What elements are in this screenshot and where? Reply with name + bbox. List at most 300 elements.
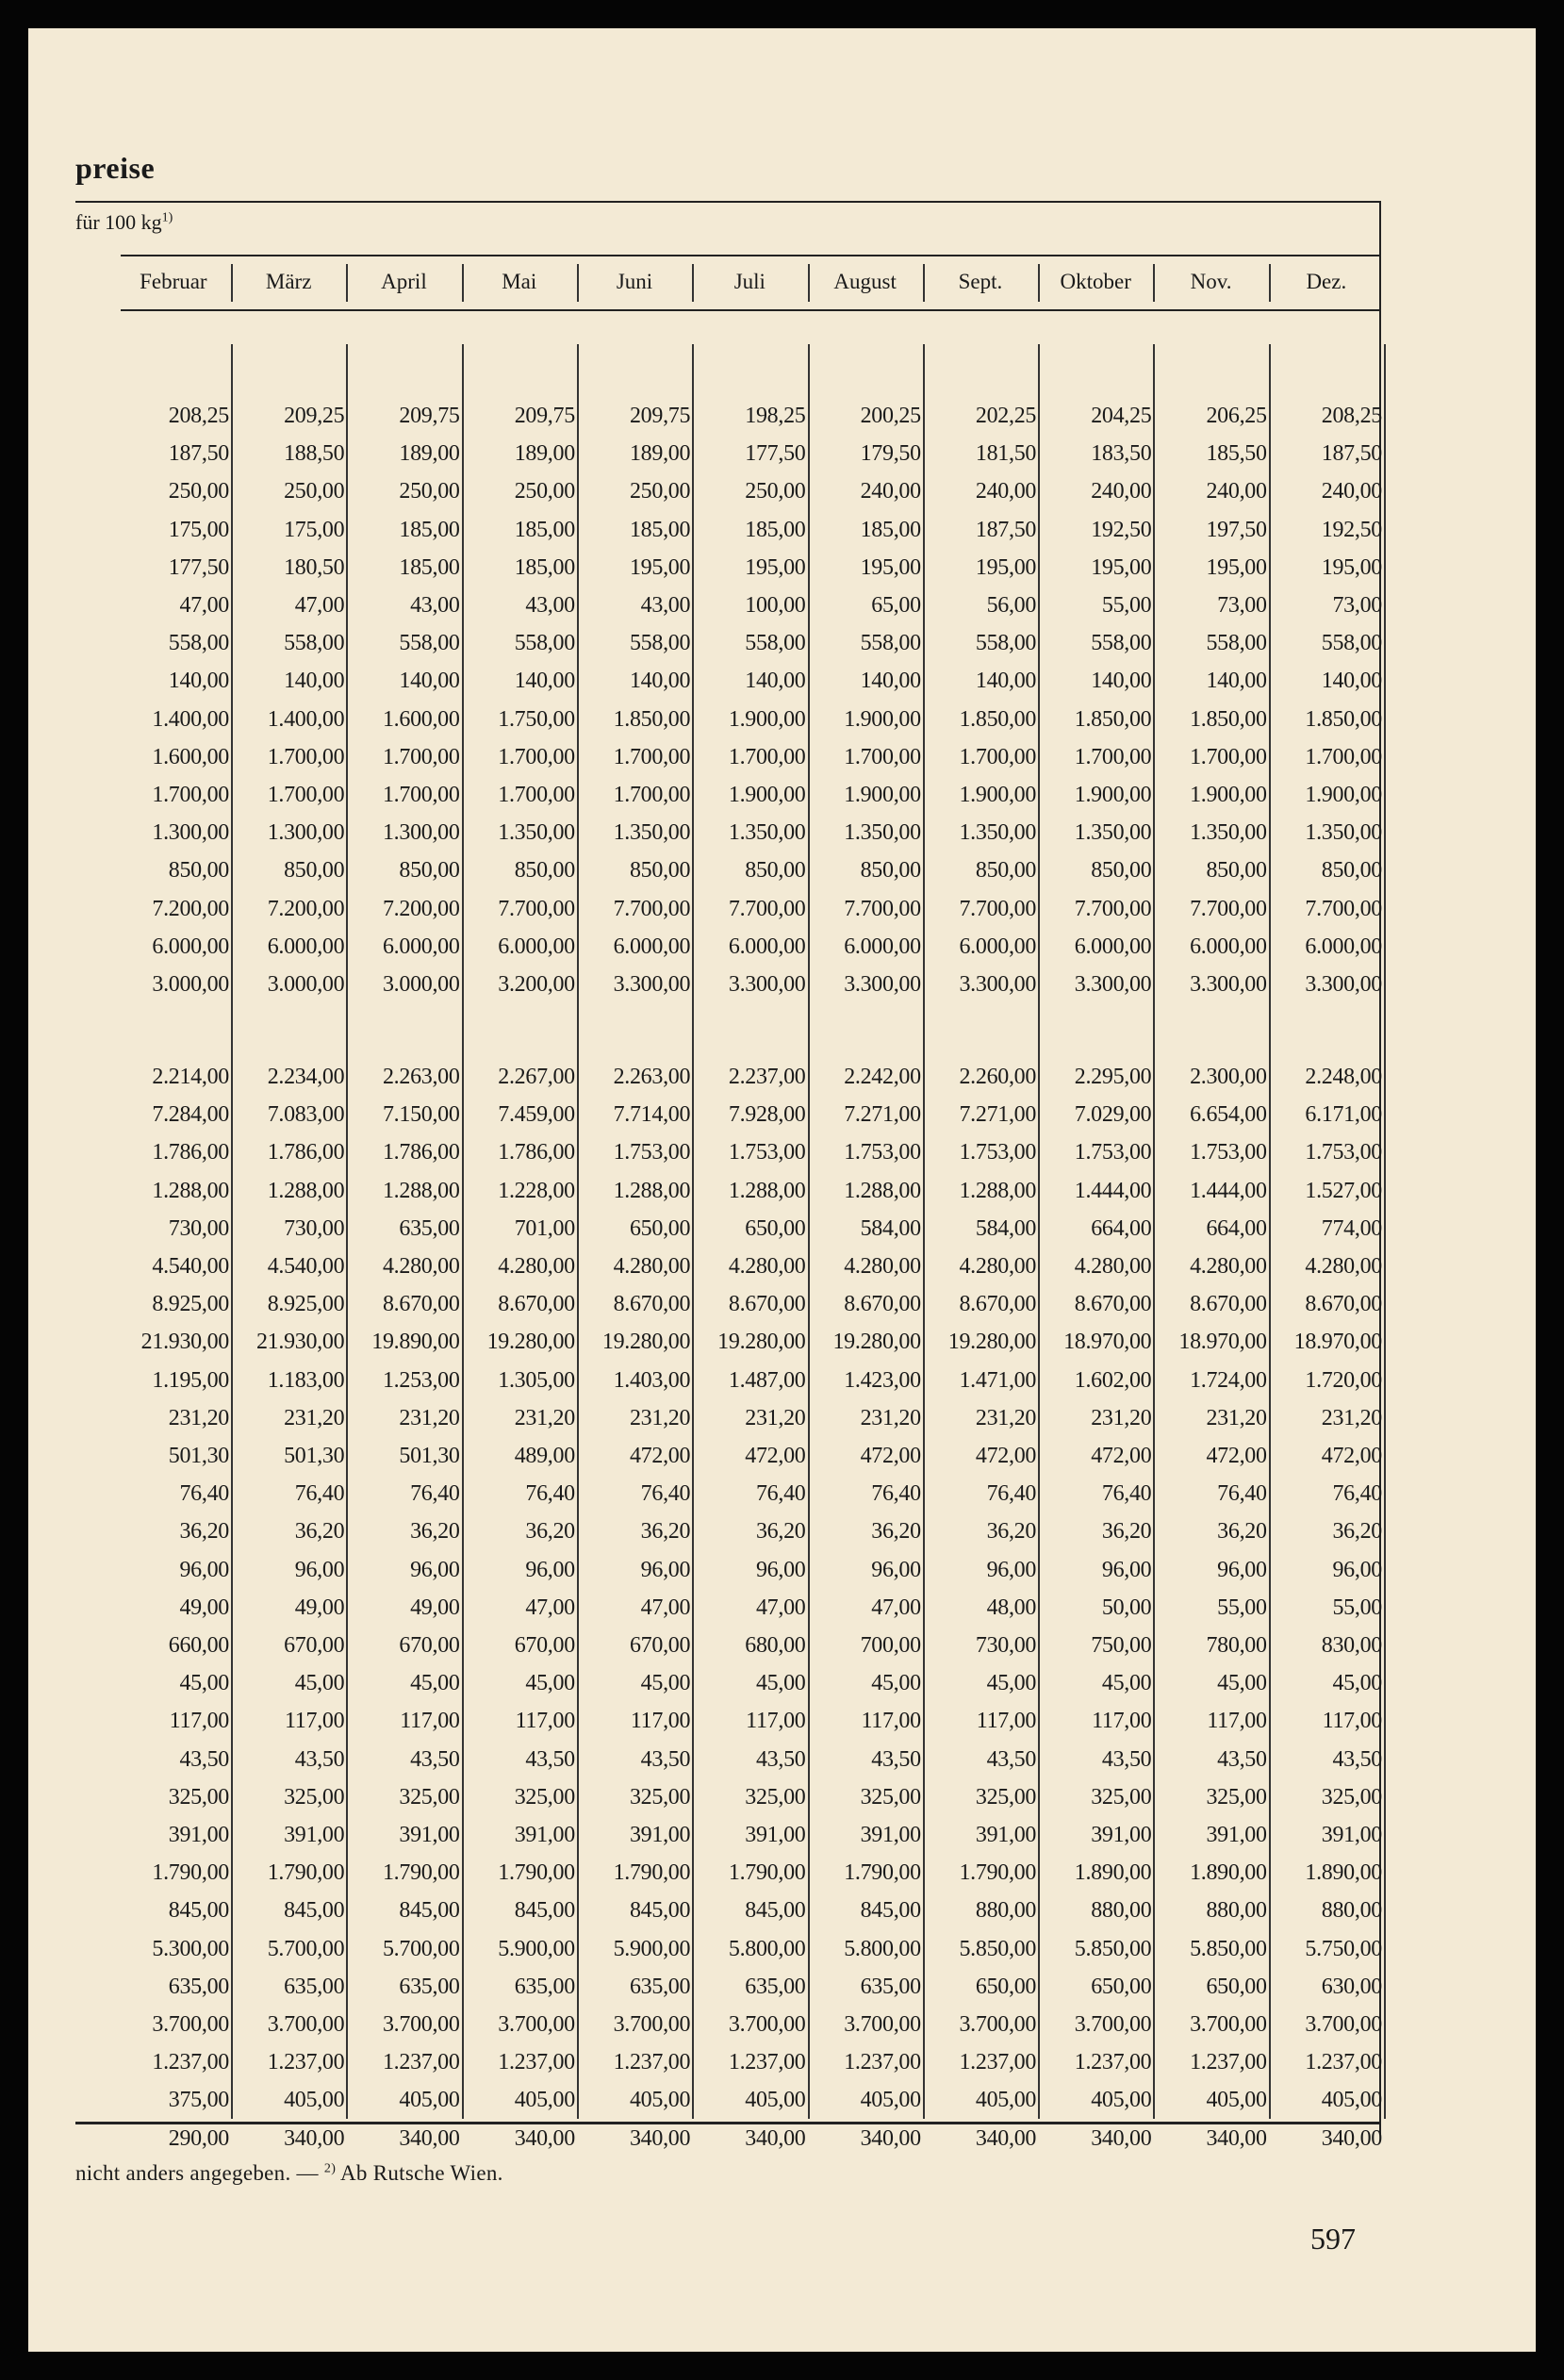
table-cell: 43,50 [640, 1746, 691, 1772]
table-cell: 43,00 [410, 593, 460, 618]
table-cell: 780,00 [1206, 1633, 1267, 1658]
table-cell: 45,00 [294, 1671, 345, 1696]
table-cell: 1.600,00 [382, 706, 460, 732]
table-cell: 391,00 [1321, 1823, 1382, 1847]
table-cell: 880,00 [975, 1898, 1037, 1924]
table-cell: 187,50 [975, 517, 1037, 542]
table-cell: 76,40 [1217, 1481, 1267, 1507]
table-cell: 325,00 [399, 1784, 460, 1810]
table-cell: 1.790,00 [959, 1860, 1037, 1886]
table-cell: 290,00 [168, 2125, 229, 2151]
table-cell: 231,20 [629, 1405, 691, 1430]
table-cell: 2.214,00 [152, 1065, 229, 1089]
table-cell: 1.183,00 [267, 1367, 345, 1393]
table-cell: 391,00 [399, 1823, 460, 1847]
table-cell: 7.928,00 [728, 1102, 806, 1128]
column-header: April [381, 270, 427, 293]
table-cell: 650,00 [1091, 1974, 1152, 1999]
table-cell: 1.350,00 [728, 820, 806, 846]
table-cell: 36,20 [640, 1519, 691, 1545]
table-cell: 1.700,00 [267, 744, 345, 769]
table-cell: 391,00 [284, 1823, 345, 1847]
table-cell: 4.280,00 [959, 1254, 1037, 1279]
table-cell: 36,20 [755, 1519, 806, 1545]
table-cell: 5.800,00 [728, 1936, 806, 1961]
table-cell: 140,00 [629, 669, 691, 694]
table-cell: 240,00 [975, 479, 1037, 504]
table-cell: 76,40 [294, 1481, 345, 1507]
table-cell: 117,00 [861, 1709, 921, 1734]
table-cell: 1.890,00 [1190, 1860, 1267, 1886]
table-cell: 45,00 [410, 1671, 460, 1696]
table-cell: 19.280,00 [486, 1330, 575, 1355]
table-cell: 845,00 [399, 1898, 460, 1924]
table-cell: 558,00 [860, 631, 921, 656]
table-cell: 3.300,00 [1305, 972, 1382, 997]
table-cell: 340,00 [284, 2125, 345, 2151]
table-cell: 3.700,00 [152, 2012, 229, 2037]
table-cell: 117,00 [976, 1709, 1037, 1734]
table-cell: 1.237,00 [1305, 2050, 1382, 2075]
table-cell: 6.171,00 [1305, 1102, 1382, 1128]
table-cell: 340,00 [1321, 2125, 1382, 2151]
table-cell: 8.925,00 [152, 1292, 229, 1317]
table-cell: 2.237,00 [728, 1065, 806, 1089]
table-cell: 1.350,00 [1305, 820, 1382, 846]
table-cell: 340,00 [514, 2125, 575, 2151]
table-cell: 1.850,00 [1305, 706, 1382, 732]
table-cell: 1.900,00 [959, 783, 1037, 807]
table-cell: 584,00 [860, 1215, 921, 1241]
table-cell: 45,00 [1101, 1671, 1152, 1696]
column-header: Nov. [1190, 270, 1232, 293]
table-cell: 845,00 [168, 1898, 229, 1924]
table-cell: 850,00 [629, 858, 691, 884]
table-cell: 7.200,00 [267, 896, 345, 921]
table-cell: 5.900,00 [498, 1936, 575, 1961]
table-cell: 850,00 [975, 858, 1037, 884]
table-cell: 391,00 [1091, 1823, 1152, 1847]
table-cell: 405,00 [514, 2088, 575, 2113]
table-cell: 2.234,00 [267, 1065, 345, 1089]
price-table [75, 255, 1382, 2151]
table-cell: 3.300,00 [613, 972, 691, 997]
table-cell: 36,20 [1101, 1519, 1152, 1545]
table-cell: 209,75 [399, 404, 460, 428]
table-cell: 21.930,00 [255, 1330, 345, 1355]
table-cell: 56,00 [986, 593, 1037, 618]
table-cell: 43,50 [986, 1746, 1037, 1772]
table-cell: 558,00 [399, 631, 460, 656]
table-cell: 2.263,00 [613, 1065, 691, 1089]
table-cell: 185,00 [860, 517, 921, 542]
table-cell: 76,40 [871, 1481, 921, 1507]
table-cell: 7.083,00 [267, 1102, 345, 1128]
table-cell: 1.900,00 [1305, 783, 1382, 807]
table-cell: 1.900,00 [844, 783, 921, 807]
column-header: Dez. [1306, 270, 1347, 293]
table-cell: 18.970,00 [1063, 1330, 1152, 1355]
table-cell: 117,00 [1322, 1709, 1382, 1734]
table-cell: 1.350,00 [1074, 820, 1152, 846]
table-cell: 2.295,00 [1074, 1065, 1152, 1089]
table-cell: 1.700,00 [1305, 744, 1382, 769]
table-cell: 45,00 [1217, 1671, 1267, 1696]
table-cell: 1.700,00 [382, 744, 460, 769]
table-cell: 5.700,00 [382, 1936, 460, 1961]
table-cell: 1.790,00 [613, 1860, 691, 1886]
table-cell: 3.700,00 [1190, 2012, 1267, 2037]
table-cell: 1.288,00 [959, 1178, 1037, 1203]
table-cell: 36,20 [871, 1519, 921, 1545]
table-cell: 195,00 [629, 554, 691, 580]
table-cell: 189,00 [399, 441, 460, 467]
table-cell: 76,40 [525, 1481, 575, 1507]
table-cell: 405,00 [1321, 2088, 1382, 2113]
table-cell: 140,00 [514, 669, 575, 694]
table-cell: 36,20 [179, 1519, 229, 1545]
table-cell: 6.000,00 [382, 934, 460, 959]
table-cell: 8.670,00 [1074, 1292, 1152, 1317]
table-cell: 3.000,00 [152, 972, 229, 997]
table-cell: 1.300,00 [382, 820, 460, 846]
table-cell: 45,00 [640, 1671, 691, 1696]
table-cell: 1.700,00 [152, 783, 229, 807]
table-cell: 195,00 [1206, 554, 1267, 580]
table-cell: 635,00 [284, 1974, 345, 1999]
table-cell: 4.280,00 [1074, 1254, 1152, 1279]
table-cell: 558,00 [168, 631, 229, 656]
column-header: Oktober [1060, 270, 1131, 293]
table-cell: 2.267,00 [498, 1065, 575, 1089]
table-cell: 1.237,00 [382, 2050, 460, 2075]
table-cell: 47,00 [525, 1595, 575, 1620]
unit-subtitle-footnote-mark: 1) [161, 210, 173, 225]
table-cell: 391,00 [514, 1823, 575, 1847]
table-cell: 670,00 [514, 1633, 575, 1658]
table-cell: 240,00 [860, 479, 921, 504]
header-column-divider [692, 264, 694, 302]
table-cell: 472,00 [1206, 1444, 1267, 1468]
table-cell: 8.670,00 [728, 1292, 806, 1317]
table-cell: 845,00 [860, 1898, 921, 1924]
table-cell: 140,00 [168, 669, 229, 694]
table-cell: 47,00 [755, 1595, 806, 1620]
table-cell: 185,50 [1206, 441, 1267, 467]
table-cell: 750,00 [1091, 1633, 1152, 1658]
table-cell: 325,00 [1206, 1784, 1267, 1810]
table-cell: 8.670,00 [382, 1292, 460, 1317]
table-cell: 1.288,00 [844, 1178, 921, 1203]
table-cell: 1.305,00 [498, 1367, 575, 1393]
footnote-text: nicht anders angegeben. — [75, 2161, 324, 2185]
table-cell: 1.900,00 [1190, 783, 1267, 807]
table-cell: 1.700,00 [728, 744, 806, 769]
table-cell: 231,20 [399, 1405, 460, 1430]
table-cell: 43,50 [525, 1746, 575, 1772]
table-cell: 195,00 [975, 554, 1037, 580]
table-cell: 405,00 [860, 2088, 921, 2113]
table-cell: 185,00 [399, 554, 460, 580]
table-cell: 472,00 [975, 1444, 1037, 1468]
table-cell: 36,20 [294, 1519, 345, 1545]
table-cell: 850,00 [514, 858, 575, 884]
table-cell: 231,20 [514, 1405, 575, 1430]
table-cell: 4.540,00 [152, 1254, 229, 1279]
table-cell: 1.195,00 [152, 1367, 229, 1393]
table-cell: 4.280,00 [1190, 1254, 1267, 1279]
table-cell: 209,75 [514, 404, 575, 428]
table-cell: 1.790,00 [382, 1860, 460, 1886]
table-cell: 4.280,00 [382, 1254, 460, 1279]
table-cell: 405,00 [399, 2088, 460, 2113]
table-cell: 405,00 [629, 2088, 691, 2113]
table-cell: 3.300,00 [959, 972, 1037, 997]
table-cell: 340,00 [399, 2125, 460, 2151]
table-cell: 231,20 [1206, 1405, 1267, 1430]
column-header: März [265, 270, 312, 293]
table-cell: 7.700,00 [498, 896, 575, 921]
table-cell: 5.850,00 [1074, 1936, 1152, 1961]
table-cell: 19.280,00 [947, 1330, 1037, 1355]
table-cell: 140,00 [1091, 669, 1152, 694]
table-cell: 1.790,00 [844, 1860, 921, 1886]
table-cell: 850,00 [1206, 858, 1267, 884]
table-cell: 192,50 [1321, 517, 1382, 542]
table-cell: 7.271,00 [959, 1102, 1037, 1128]
table-cell: 1.237,00 [613, 2050, 691, 2075]
table-cell: 240,00 [1091, 479, 1152, 504]
table-cell: 501,30 [168, 1444, 229, 1468]
table-cell: 6.000,00 [728, 934, 806, 959]
table-cell: 2.260,00 [959, 1065, 1037, 1089]
table-cell: 850,00 [284, 858, 345, 884]
table-cell: 1.288,00 [382, 1178, 460, 1203]
table-cell: 1.228,00 [498, 1178, 575, 1203]
header-top-rule [121, 255, 1379, 256]
table-cell: 6.000,00 [1190, 934, 1267, 959]
table-cell: 1.753,00 [613, 1140, 691, 1165]
table-cell: 3.700,00 [728, 2012, 806, 2037]
table-cell: 185,00 [399, 517, 460, 542]
table-cell: 1.850,00 [613, 706, 691, 732]
table-cell: 100,00 [745, 593, 806, 618]
table-cell: 47,00 [640, 1595, 691, 1620]
table-cell: 3.300,00 [844, 972, 921, 997]
table-cell: 2.248,00 [1305, 1065, 1382, 1089]
table-cell: 558,00 [745, 631, 806, 656]
header-column-divider [462, 264, 464, 302]
table-cell: 5.750,00 [1305, 1936, 1382, 1961]
table-cell: 4.280,00 [844, 1254, 921, 1279]
table-cell: 1.700,00 [1190, 744, 1267, 769]
table-cell: 472,00 [1091, 1444, 1152, 1468]
table-cell: 1.700,00 [613, 783, 691, 807]
table-cell: 8.925,00 [267, 1292, 345, 1317]
table-cell: 635,00 [745, 1974, 806, 1999]
table-cell: 7.700,00 [844, 896, 921, 921]
table-cell: 558,00 [975, 631, 1037, 656]
table-cell: 1.471,00 [959, 1367, 1037, 1393]
table-cell: 1.288,00 [152, 1178, 229, 1203]
table-cell: 1.350,00 [498, 820, 575, 846]
table-cell: 1.600,00 [152, 744, 229, 769]
table-cell: 635,00 [629, 1974, 691, 1999]
table-cell: 18.970,00 [1178, 1330, 1267, 1355]
table-cell: 1.753,00 [959, 1140, 1037, 1165]
table-cell: 45,00 [755, 1671, 806, 1696]
table-cell: 1.423,00 [844, 1367, 921, 1393]
table-cell: 36,20 [986, 1519, 1037, 1545]
table-cell: 1.400,00 [267, 706, 345, 732]
table-cell: 391,00 [860, 1823, 921, 1847]
table-cell: 7.714,00 [613, 1102, 691, 1128]
table-cell: 1.527,00 [1305, 1178, 1382, 1203]
unit-subtitle-text: für 100 kg [75, 210, 162, 234]
table-cell: 208,25 [1321, 404, 1382, 428]
table-cell: 6.000,00 [959, 934, 1037, 959]
table-cell: 850,00 [1091, 858, 1152, 884]
title-rule [75, 201, 1381, 203]
table-cell: 650,00 [629, 1215, 691, 1241]
table-cell: 3.700,00 [959, 2012, 1037, 2037]
table-cell: 3.700,00 [1074, 2012, 1152, 2037]
table-cell: 36,20 [1217, 1519, 1267, 1545]
table-cell: 7.700,00 [613, 896, 691, 921]
header-column-divider [923, 264, 925, 302]
column-header: Juni [616, 270, 653, 293]
table-cell: 558,00 [284, 631, 345, 656]
table-cell: 45,00 [871, 1671, 921, 1696]
table-cell: 1.720,00 [1305, 1367, 1382, 1393]
table-cell: 7.700,00 [959, 896, 1037, 921]
table-cell: 231,20 [284, 1405, 345, 1430]
table-cell: 43,50 [410, 1746, 460, 1772]
table-cell: 1.786,00 [498, 1140, 575, 1165]
table-cell: 1.753,00 [1074, 1140, 1152, 1165]
table-cell: 1.700,00 [844, 744, 921, 769]
table-cell: 43,00 [525, 593, 575, 618]
table-cell: 1.350,00 [844, 820, 921, 846]
table-cell: 117,00 [515, 1709, 575, 1734]
table-cell: 208,25 [168, 404, 229, 428]
table-cell: 660,00 [168, 1633, 229, 1658]
table-cell: 185,00 [745, 517, 806, 542]
table-cell: 845,00 [514, 1898, 575, 1924]
table-cell: 501,30 [284, 1444, 345, 1468]
table-cell: 1.700,00 [382, 783, 460, 807]
table-cell: 3.700,00 [382, 2012, 460, 2037]
table-cell: 55,00 [1332, 1595, 1382, 1620]
table-cell: 189,00 [629, 441, 691, 467]
table-cell: 472,00 [1321, 1444, 1382, 1468]
table-cell: 1.700,00 [498, 783, 575, 807]
table-cell: 140,00 [860, 669, 921, 694]
header-column-divider [1038, 264, 1040, 302]
table-cell: 140,00 [745, 669, 806, 694]
table-cell: 1.602,00 [1074, 1367, 1152, 1393]
table-cell: 45,00 [986, 1671, 1037, 1696]
table-cell: 117,00 [1092, 1709, 1152, 1734]
table-cell: 650,00 [1206, 1974, 1267, 1999]
table-cell: 850,00 [745, 858, 806, 884]
table-cell: 1.237,00 [844, 2050, 921, 2075]
table-cell: 6.000,00 [1074, 934, 1152, 959]
body-column-divider [1384, 344, 1386, 2119]
table-cell: 3.700,00 [267, 2012, 345, 2037]
table-cell: 1.237,00 [728, 2050, 806, 2075]
table-cell: 1.288,00 [728, 1178, 806, 1203]
table-cell: 1.790,00 [728, 1860, 806, 1886]
table-cell: 188,50 [284, 441, 345, 467]
table-cell: 240,00 [1321, 479, 1382, 504]
table-cell: 1.487,00 [728, 1367, 806, 1393]
table-cell: 8.670,00 [844, 1292, 921, 1317]
table-cell: 43,50 [1332, 1746, 1382, 1772]
table-cell: 96,00 [986, 1557, 1037, 1582]
table-cell: 3.700,00 [613, 2012, 691, 2037]
unit-subtitle [75, 210, 173, 235]
table-cell: 405,00 [1091, 2088, 1152, 2113]
table-cell: 43,50 [871, 1746, 921, 1772]
table-cell: 76,40 [755, 1481, 806, 1507]
table-cell: 880,00 [1321, 1898, 1382, 1924]
table-cell: 1.700,00 [267, 783, 345, 807]
table-cell: 1.400,00 [152, 706, 229, 732]
table-cell: 845,00 [629, 1898, 691, 1924]
table-cell: 96,00 [640, 1557, 691, 1582]
table-cell: 1.890,00 [1074, 1860, 1152, 1886]
table-cell: 5.300,00 [152, 1936, 229, 1961]
table-cell: 730,00 [975, 1633, 1037, 1658]
table-cell: 250,00 [399, 479, 460, 504]
table-cell: 391,00 [168, 1823, 229, 1847]
table-cell: 183,50 [1091, 441, 1152, 467]
table-cell: 55,00 [1217, 1595, 1267, 1620]
table-cell: 6.000,00 [613, 934, 691, 959]
table-cell: 4.280,00 [498, 1254, 575, 1279]
table-cell: 472,00 [745, 1444, 806, 1468]
table-cell: 195,00 [860, 554, 921, 580]
table-cell: 3.000,00 [267, 972, 345, 997]
table-cell: 845,00 [745, 1898, 806, 1924]
table-cell: 200,25 [860, 404, 921, 428]
table-cell: 701,00 [514, 1215, 575, 1241]
table-cell: 584,00 [975, 1215, 1037, 1241]
table-cell: 5.800,00 [844, 1936, 921, 1961]
table-cell: 391,00 [745, 1823, 806, 1847]
table-cell: 96,00 [1217, 1557, 1267, 1582]
table-cell: 1.700,00 [498, 744, 575, 769]
table-cell: 680,00 [745, 1633, 806, 1658]
table-cell: 650,00 [975, 1974, 1037, 1999]
header-column-divider [1153, 264, 1155, 302]
table-cell: 49,00 [410, 1595, 460, 1620]
column-header: Sept. [958, 270, 1003, 293]
table-cell: 6.654,00 [1190, 1102, 1267, 1128]
table-cell: 1.700,00 [959, 744, 1037, 769]
table-cell: 192,50 [1091, 517, 1152, 542]
table-cell: 19.280,00 [832, 1330, 921, 1355]
table-cell: 340,00 [860, 2125, 921, 2151]
table-cell: 340,00 [1206, 2125, 1267, 2151]
page-title: preise [75, 151, 156, 185]
column-header: Juli [733, 270, 766, 293]
table-cell: 1.786,00 [152, 1140, 229, 1165]
table-cell: 1.790,00 [152, 1860, 229, 1886]
table-cell: 5.700,00 [267, 1936, 345, 1961]
table-cell: 558,00 [629, 631, 691, 656]
